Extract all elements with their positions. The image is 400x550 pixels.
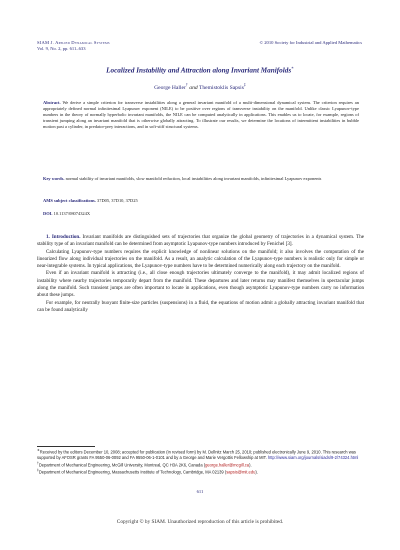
- author-2-mark: ‡: [243, 82, 246, 87]
- abstract-label: Abstract.: [43, 100, 61, 105]
- abstract: [43, 100, 359, 130]
- footnote-close: ).: [255, 468, 258, 474]
- copyright-notice: Copyright © by SIAM. Unauthorized reproduction of this article is prohibited.: [116, 519, 284, 525]
- ams-label: AMS subject classifications.: [43, 198, 96, 203]
- ams-text: 37D05, 37D10, 37D25: [97, 198, 138, 203]
- introduction-section: [37, 234, 364, 314]
- email-link[interactable]: sapsis@mit.edu: [226, 468, 256, 474]
- footnotes: [37, 448, 364, 474]
- ams-classifications: [43, 198, 359, 203]
- paragraph-text: Invariant manifolds are distinguished sets of trajectories that organize the global geometry of trajectories in a dynamical system. The stability type of an invariant manifold can be determined from asymptotic Lyapunov-type numbers introduced by Fenichel [3].: [37, 234, 365, 248]
- doi: [43, 211, 359, 216]
- footnote-text: Department of Mechanical Engineering, Massachusetts Institute of Technology, Cambridge, MA 02139 (: [38, 468, 227, 474]
- keywords-text: normal stability of invariant manifolds, slow manifold reduction, local instabilities along invariant manifolds, infinitesimal Lyapunov exponents: [65, 176, 322, 181]
- volume-line: Vol. 9, No. 2, pp. 611–633: [37, 46, 86, 51]
- author-conjunction: and: [189, 84, 198, 91]
- page-number: 611: [196, 489, 204, 494]
- footnote: [37, 448, 364, 461]
- author-1-mark: †: [185, 82, 188, 87]
- title-footnote-mark: ∗: [291, 65, 294, 70]
- doi-text: 10.1137/08074324X: [53, 211, 91, 216]
- section-number: 1.: [46, 234, 50, 240]
- footnote-text: Department of Mechanical Engineering, McGill University, Montreal, QC H3A 2K6, Canada (: [38, 461, 206, 467]
- abstract-text: We derive a simple criterion for transverse instabilities along a general invariant manifold of a multi-dimensional dynamical system. The criterion requires an appropriately defined normal infinitesimal Lyapunov exponent (NILE) to be positive over regions of transverse instability on the manifold. Unlike classic Lyapunov-type numbers in the theory of normally hyperbolic invariant manifolds, the NILE can be computed analytically in applications. This enables us to locate, for example, regions of transient jumping along an invariant manifold that is otherwise globally attracting. To illustrate our results, we determine the locations of intermittent instabilities in bubble motion past a cylinder, in predator-prey interactions, and in soft-stiff structural systems.: [43, 100, 359, 130]
- society-copyright: © 2010 Society for Industrial and Applied Mathematics: [259, 40, 362, 45]
- doi-label: DOI.: [43, 211, 53, 216]
- footnote-text: Received by the editors December 10, 2008; accepted for publication (in revised form) by M. Dellnitz March 25, 2010; published electronically June 9, 2010. This research was supported by AFOSR grants FA 9550-06-0092 and FA 9550-06-1-0101 and by a George and Marie Vergottis Fellowship at MIT.: [37, 449, 356, 460]
- footnote-divider: [37, 446, 95, 447]
- author-line: [30, 82, 370, 91]
- keywords-label: Key words.: [43, 176, 65, 181]
- article-title: [30, 65, 370, 74]
- footnote-link[interactable]: http://www.siam.org/journals/siads/9-2/74324.html: [267, 454, 359, 460]
- footnote-mark: †: [37, 460, 39, 465]
- email-link[interactable]: george.haller@mcgill.ca: [205, 461, 250, 467]
- footnote-mark: ‡: [37, 467, 39, 472]
- journal-header: [37, 40, 110, 52]
- paragraph: For example, for neutrally buoyant finite-size particles (suspensions) in a fluid, the equations of motion admit a globally attracting invariant manifold that can be found analytically: [37, 299, 364, 313]
- author-1: George Haller: [154, 84, 186, 91]
- paragraph: [37, 234, 364, 249]
- journal-name: SIAM J. Applied Dynamical Systems: [37, 40, 110, 45]
- keywords: [43, 176, 359, 182]
- footnote: [37, 461, 364, 468]
- footnote-close: ).: [249, 461, 252, 467]
- article-title-text: Localized Instability and Attraction along Invariant Manifolds: [106, 66, 292, 75]
- section-heading: Introduction.: [51, 234, 81, 240]
- paragraph: Calculating Lyapunov-type numbers requires the explicit knowledge of nonlinear solutions on the manifold; it also involves the computation of the linearized flow along individual trajectories on the manifold. As a result, an analytic calculation of the Lyapunov-type numbers is realistic only for simple or near-integrable systems. In typical applications, the Lyapunov-type numbers have to be determined numerically along each trajectory on the manifold.: [37, 248, 364, 270]
- author-2: Themistoklis Sapsis: [198, 84, 244, 91]
- footnote-mark: ∗: [37, 448, 40, 452]
- footnote: [37, 468, 364, 475]
- paragraph: Even if an invariant manifold is attracting (i.e., all close enough trajectories ultimately converge to the manifold), it may admit localized regions of instability where nearby trajectories temporarily depart from the manifold. These departures and later returns may manifest themselves in spectacular jumps along the manifold. Such transient jumps are often important to locate in applications, even though asymptotic Lyapunov-type numbers carry no information about these jumps.: [37, 270, 364, 299]
